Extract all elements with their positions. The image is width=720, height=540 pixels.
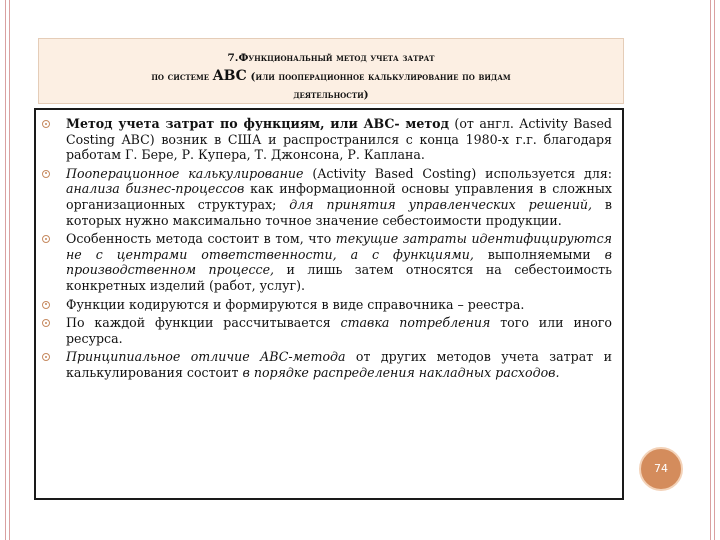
bullet-text-run: Метод учета затрат по функциям, или ABC- метод: [66, 116, 449, 131]
bullet-text-run: в которых нужно максимально точное значение себестоимости продукции.: [66, 196, 612, 228]
bullet-text-run: Пооперационное калькулирование: [66, 165, 304, 181]
circle-bullet-icon: [42, 235, 50, 243]
bullet-text-run: Функции кодируются и формируются в виде справочника – реестра.: [66, 296, 525, 312]
left-decor-line: [5, 0, 6, 540]
bullet-item: [66, 166, 612, 228]
title-line-3: деятельности): [293, 89, 369, 101]
bullet-item: [66, 297, 612, 313]
bullet-text-run: Принципиальное отличие ABC-метода: [66, 349, 346, 365]
bullet-text-run: и лишь затем относятся на себестоимость конкретных изделий (работ, услуг).: [66, 262, 612, 293]
bullet-text-run: выполняемыми: [473, 246, 605, 262]
bullet-text-run: текущие затраты идентифицируются не с центрами ответственности, а с функциями,: [66, 231, 612, 262]
circle-bullet-icon: [42, 353, 50, 361]
right-decor-line: [710, 0, 711, 540]
bullet-text-run: для принятия управленческих решений,: [289, 196, 593, 212]
bullet-text-run: (Activity Based Costing) используется для:: [303, 165, 613, 181]
left-decor-line: [9, 0, 10, 540]
bullet-text-run: как информационной основы управления в сложных организационных структурах;: [66, 181, 613, 212]
bullet-text-run: ставка потребления: [340, 315, 491, 331]
page-number-badge: 74: [639, 447, 683, 491]
bullet-text-run: (от англ. Activity Based Costing ABC) возник в США и распространился с конца 1980-х г.г. благодаря работам Г. Бере, Р. Купера, Т. Джонсона, Р. Каплана.: [66, 116, 612, 163]
bullet-text-run: того или иного ресурса.: [66, 315, 612, 346]
bullet-text-run: в порядке распределения накладных расходов.: [242, 364, 560, 380]
right-decor-line: [714, 0, 715, 540]
bullet-text-run: в производственном процессе,: [66, 246, 612, 278]
bullet-item: [66, 315, 612, 346]
bullet-text-run: от других методов учета затрат и калькулирования состоит: [66, 349, 612, 380]
circle-bullet-icon: [42, 170, 50, 178]
title-line-2: [39, 67, 623, 86]
bullet-text-run: анализа бизнес-процессов: [66, 181, 245, 197]
circle-bullet-icon: [42, 301, 50, 309]
bullet-item: [66, 349, 612, 380]
circle-bullet-icon: [42, 319, 50, 327]
bullet-list: [36, 110, 622, 381]
slide-title: [38, 38, 624, 104]
circle-bullet-icon: [42, 120, 50, 128]
title-line-2-suffix: (или пооперационное калькулирование по видам: [246, 71, 511, 83]
bullet-text-run: По каждой функции рассчитывается: [66, 315, 341, 331]
title-abc: ABC: [212, 68, 247, 84]
bullet-item: [66, 116, 612, 163]
bullet-text-run: Особенность метода состоит в том, что: [66, 231, 336, 247]
title-line-1: 7.Функциональный метод учета затрат: [227, 52, 435, 64]
title-line-2-prefix: по системе: [151, 71, 213, 83]
content-panel: [34, 108, 624, 500]
bullet-item: [66, 231, 612, 293]
